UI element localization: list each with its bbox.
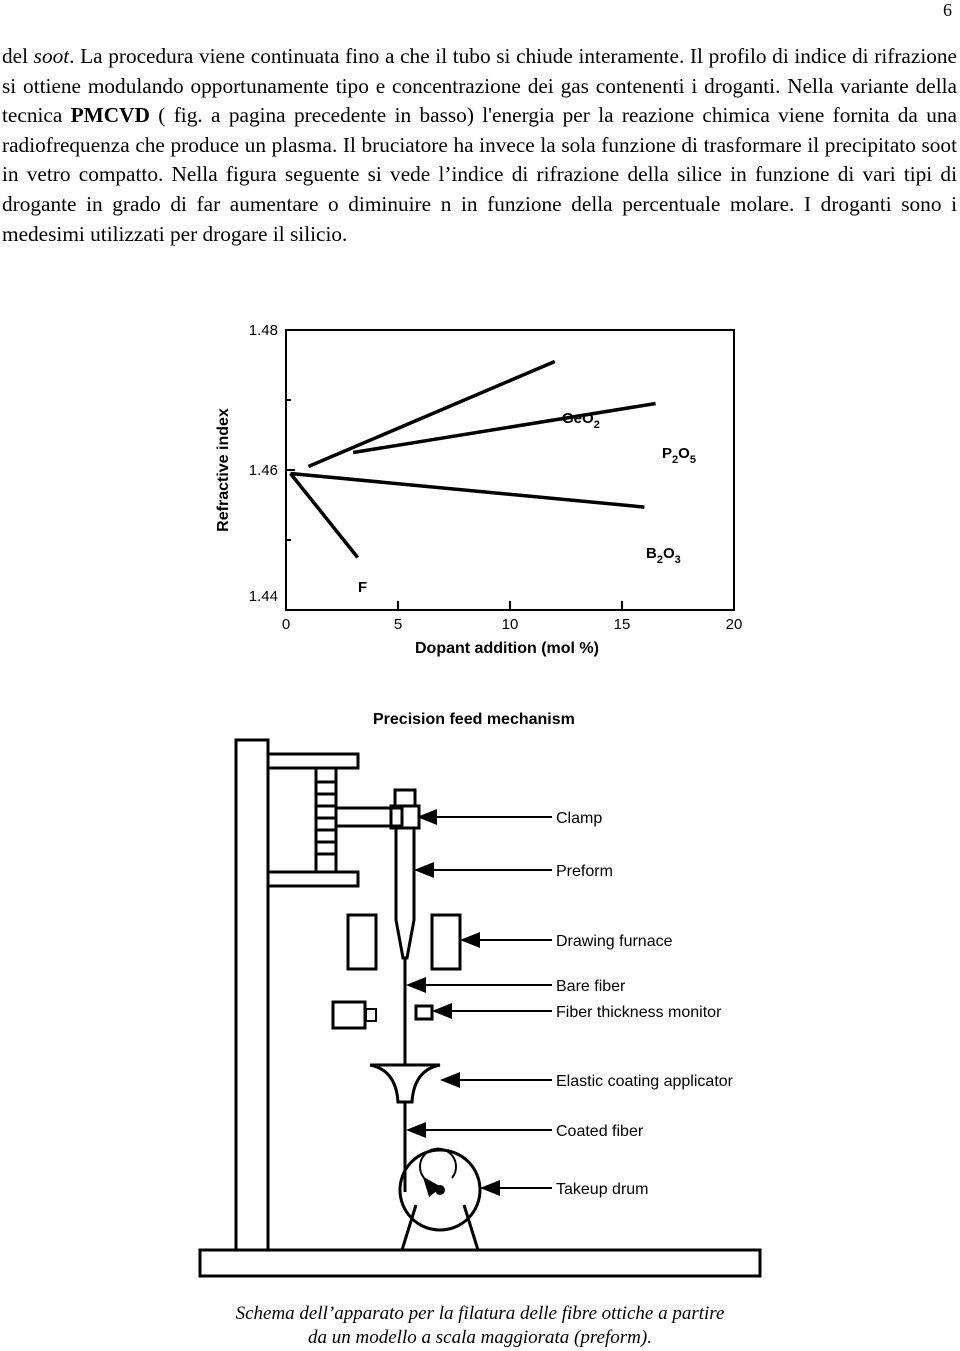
thickness-monitor-lens [366, 1009, 376, 1021]
label-clamp: Clamp [556, 810, 603, 827]
feed-arm-bottom [268, 872, 358, 886]
label-takeup-drum: Takeup drum [556, 1181, 649, 1198]
label-subscript: 2 [672, 454, 679, 466]
label-thickness-monitor: Fiber thickness monitor [556, 1004, 722, 1021]
text-run: del [2, 44, 34, 68]
furnace-left [348, 915, 376, 969]
coating-applicator [370, 1065, 440, 1102]
base-plate [200, 1250, 760, 1276]
thickness-monitor-sensor [333, 1002, 365, 1028]
diagram-title: Precision feed mechanism [373, 711, 575, 728]
figure-caption-line-2: da un modello a scala maggiorata (preform). [308, 1327, 652, 1348]
label-subscript: 2 [593, 419, 600, 431]
label-part: B [646, 545, 657, 562]
lead-screw-threads [316, 782, 336, 854]
x-tick-label: 5 [393, 616, 403, 633]
label-coated-fiber: Coated fiber [556, 1123, 644, 1140]
label-part: GeO [562, 410, 594, 427]
label-drawing-furnace: Drawing furnace [556, 933, 673, 950]
series-line-b2o3 [290, 474, 644, 508]
label-subscript: 2 [656, 554, 663, 566]
x-tick-label: 10 [501, 616, 519, 633]
text-run: . La procedura viene continuata fino a che il tubo si chiude interamente. Il profilo di indice di rifrazione si ottiene modulando opportunamente tipo e concentrazione dei gas contenenti i droganti. Nella variante della tecnica [2, 44, 957, 128]
lead-screw [316, 768, 336, 872]
fiber-drawing-apparatus-diagram [0, 690, 960, 1295]
chart-series [290, 362, 655, 558]
label-subscript: 3 [674, 554, 681, 566]
refractive-index-chart [0, 320, 960, 665]
series-line-f [290, 474, 357, 558]
text-run-bold: PMCVD [70, 103, 150, 128]
label-part: O [662, 545, 675, 562]
clamp [395, 790, 415, 806]
label-coating-applicator: Elastic coating applicator [556, 1073, 733, 1090]
text-run: ( fig. a pagina precedente in basso) l'energia per la reazione chimica viene fornita da una radiofrequenza che produce un plasma. Il bruciatore ha invece la sola funzione di trasformare il precipitato soot in vetro compatto. Nella figura seguente si vede l’indice di rifrazione della silice in funzione di vari tipi di drogante in grado di far aumentare o diminuire n in funzione della percentuale molare. I droganti sono i medesimi utilizzati per drogare il silicio. [2, 103, 957, 246]
x-tick-label: 20 [725, 616, 743, 633]
series-label-f: F [358, 579, 368, 596]
thickness-monitor-detector [416, 1006, 432, 1019]
label-arrows [408, 817, 552, 1188]
furnace-right [432, 915, 460, 969]
label-bare-fiber: Bare fiber [556, 978, 626, 995]
series-line-geo2 [308, 362, 554, 467]
support-column [236, 740, 268, 1250]
label-subscript: 5 [689, 454, 696, 466]
x-axis-label: Dopant addition (mol %) [415, 640, 599, 657]
drum-stand [402, 1205, 478, 1250]
page-number: 6 [943, 0, 952, 20]
drum-axle [435, 1185, 445, 1195]
series-label-p2o5 [662, 445, 696, 466]
x-tick-label: 15 [613, 616, 631, 633]
label-part: P [662, 445, 673, 462]
y-axis-label: Refractive index [215, 408, 232, 532]
preform [396, 828, 414, 958]
figure-caption-line-1: Schema dell’apparato per la filatura delle fibre ottiche a partire [235, 1303, 725, 1324]
x-tick-label: 0 [281, 616, 291, 633]
y-tick-label: 1.48 [248, 322, 278, 339]
text-run-italic: soot [33, 44, 70, 68]
feed-arm-top [268, 754, 358, 768]
body-paragraph [2, 42, 957, 249]
plot-frame [286, 330, 734, 610]
series-label-b2o3 [646, 545, 681, 566]
label-part: O [678, 445, 690, 462]
label-preform: Preform [556, 863, 613, 880]
y-tick-label: 1.44 [248, 588, 278, 605]
rotation-arrow-icon [420, 1149, 456, 1178]
y-tick-label: 1.46 [248, 462, 278, 479]
